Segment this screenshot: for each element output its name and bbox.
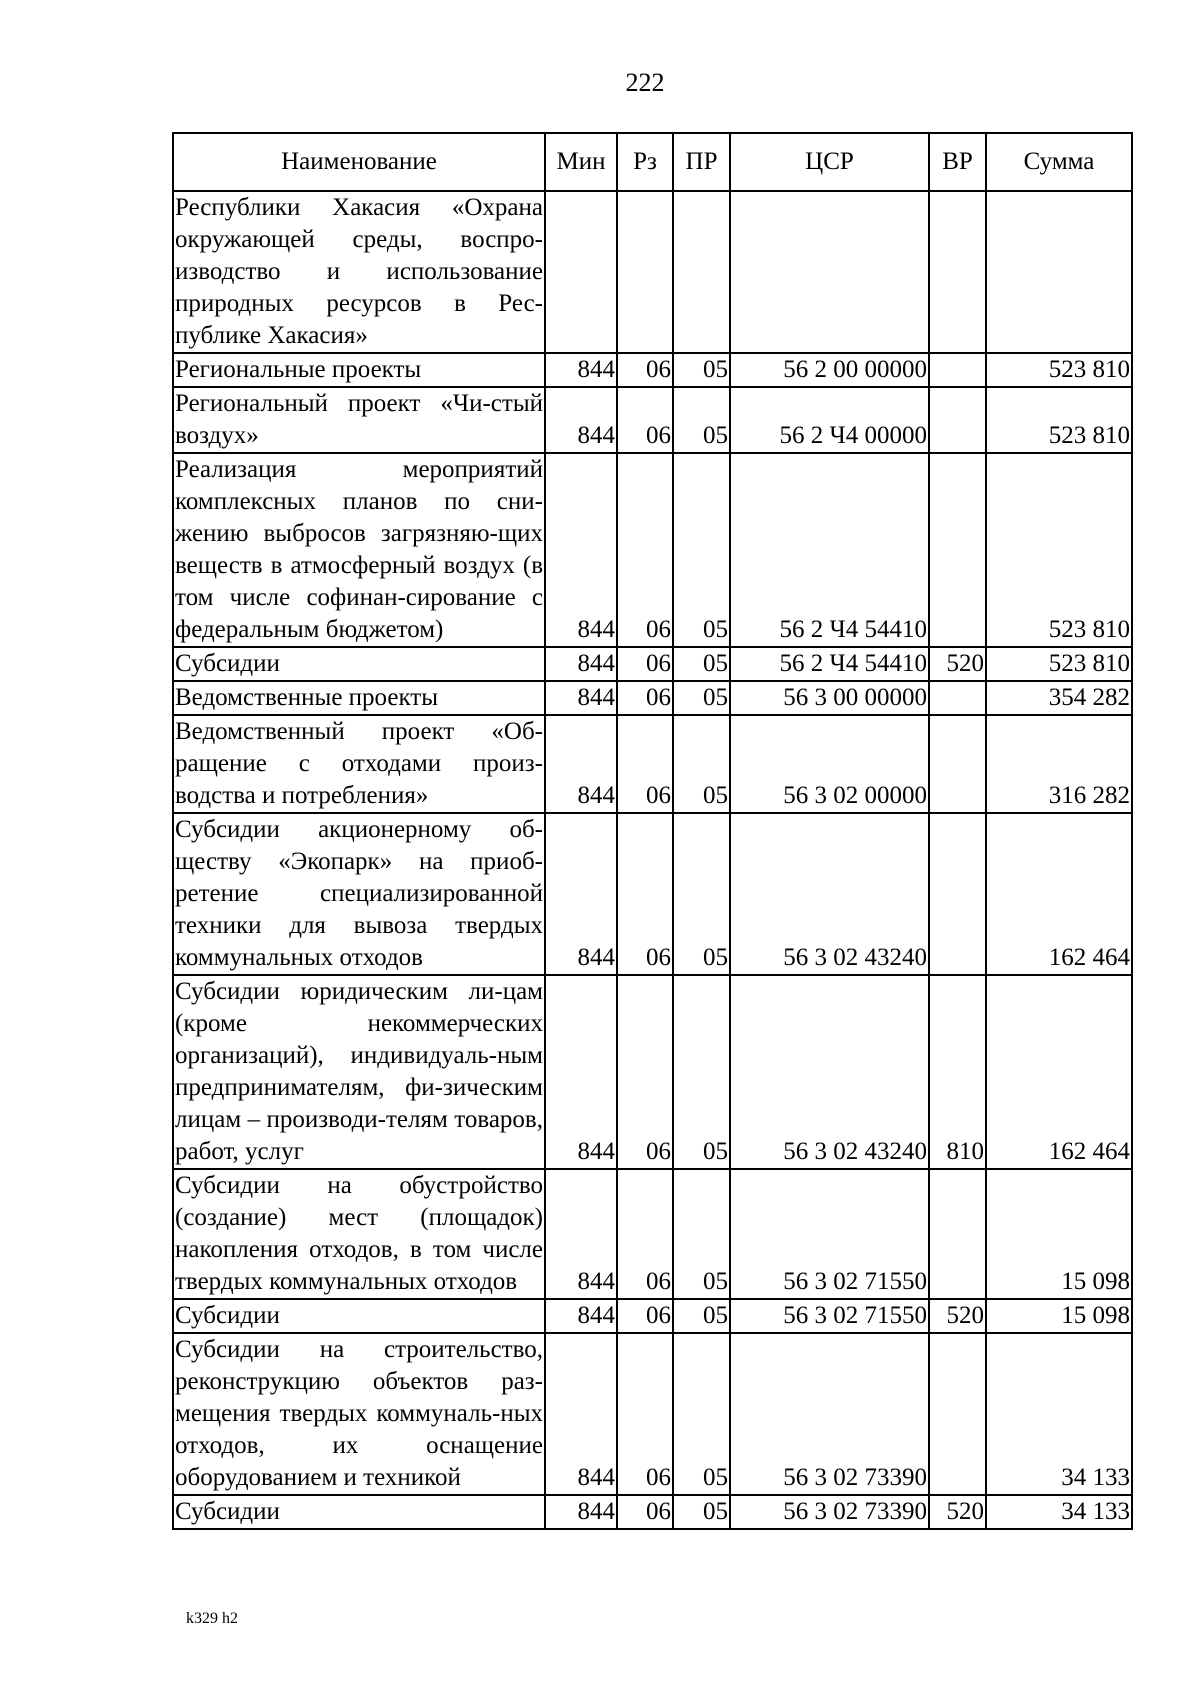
row-rz-cell: 06 <box>617 813 673 975</box>
page-number: 222 <box>625 68 665 97</box>
column-header-name: Наименование <box>173 133 545 191</box>
column-header-min: Мин <box>545 133 617 191</box>
row-pr-cell: 05 <box>673 715 730 813</box>
row-name-cell: Республики Хакасия «Охрана окружающей среды, воспро-изводство и использование природных ресурсов в Рес-публике Хакасия» <box>173 191 545 353</box>
row-name-cell: Субсидии <box>173 1495 545 1529</box>
row-sum-cell: 523 810 <box>986 453 1132 647</box>
row-min-cell: 844 <box>545 715 617 813</box>
row-name-cell: Субсидии на строительство, реконструкцию объектов раз-мещения твердых коммуналь-ных отходов, их оснащение оборудованием и техникой <box>173 1333 545 1495</box>
row-pr-cell <box>673 191 730 353</box>
table-row <box>173 387 1132 453</box>
row-min-cell <box>545 191 617 353</box>
row-csr-cell: 56 2 Ч4 54410 <box>730 647 929 681</box>
row-name-cell: Субсидии акционерному об-ществу «Экопарк» на приоб-ретение специализированной техники для вывоза твердых коммунальных отходов <box>173 813 545 975</box>
table-row <box>173 715 1132 813</box>
row-name-cell: Субсидии <box>173 1299 545 1333</box>
row-sum-cell: 523 810 <box>986 387 1132 453</box>
row-vr-cell <box>929 1169 986 1299</box>
row-vr-cell <box>929 1333 986 1495</box>
row-min-cell: 844 <box>545 1495 617 1529</box>
row-csr-cell: 56 3 02 00000 <box>730 715 929 813</box>
row-min-cell: 844 <box>545 647 617 681</box>
row-rz-cell: 06 <box>617 1299 673 1333</box>
row-name-cell: Ведомственный проект «Об-ращение с отходами произ-водства и потребления» <box>173 715 545 813</box>
row-csr-cell: 56 3 00 00000 <box>730 681 929 715</box>
row-rz-cell: 06 <box>617 1333 673 1495</box>
row-sum-cell: 354 282 <box>986 681 1132 715</box>
table-row <box>173 1495 1132 1529</box>
row-vr-cell: 520 <box>929 1299 986 1333</box>
row-vr-cell <box>929 681 986 715</box>
row-rz-cell: 06 <box>617 975 673 1169</box>
row-min-cell: 844 <box>545 1333 617 1495</box>
row-pr-cell: 05 <box>673 1333 730 1495</box>
table-body <box>173 191 1132 1529</box>
row-min-cell: 844 <box>545 1169 617 1299</box>
row-vr-cell <box>929 813 986 975</box>
row-name-cell: Субсидии юридическим ли-цам (кроме некоммерческих организаций), индивидуаль-ным предпринимателям, фи-зическим лицам – производи-телям товаров, работ, услуг <box>173 975 545 1169</box>
table-row <box>173 813 1132 975</box>
row-pr-cell: 05 <box>673 647 730 681</box>
row-csr-cell: 56 2 00 00000 <box>730 353 929 387</box>
row-vr-cell <box>929 353 986 387</box>
row-pr-cell: 05 <box>673 813 730 975</box>
table-row <box>173 353 1132 387</box>
row-vr-cell <box>929 387 986 453</box>
row-vr-cell <box>929 191 986 353</box>
row-min-cell: 844 <box>545 353 617 387</box>
row-pr-cell: 05 <box>673 453 730 647</box>
row-min-cell: 844 <box>545 975 617 1169</box>
row-vr-cell: 520 <box>929 1495 986 1529</box>
budget-table <box>172 132 1133 1530</box>
row-sum-cell: 15 098 <box>986 1169 1132 1299</box>
row-csr-cell: 56 2 Ч4 00000 <box>730 387 929 453</box>
table-row <box>173 453 1132 647</box>
row-vr-cell <box>929 715 986 813</box>
row-pr-cell: 05 <box>673 387 730 453</box>
row-rz-cell: 06 <box>617 387 673 453</box>
row-csr-cell: 56 3 02 73390 <box>730 1495 929 1529</box>
row-name-cell: Ведомственные проекты <box>173 681 545 715</box>
row-sum-cell: 316 282 <box>986 715 1132 813</box>
row-rz-cell: 06 <box>617 353 673 387</box>
row-name-cell: Региональный проект «Чи-стый воздух» <box>173 387 545 453</box>
row-pr-cell: 05 <box>673 353 730 387</box>
row-csr-cell: 56 3 02 43240 <box>730 975 929 1169</box>
row-min-cell: 844 <box>545 681 617 715</box>
row-name-cell: Субсидии <box>173 647 545 681</box>
row-min-cell: 844 <box>545 387 617 453</box>
row-csr-cell <box>730 191 929 353</box>
table-row <box>173 1333 1132 1495</box>
row-rz-cell: 06 <box>617 681 673 715</box>
row-rz-cell: 06 <box>617 1495 673 1529</box>
row-rz-cell: 06 <box>617 715 673 813</box>
row-sum-cell: 523 810 <box>986 647 1132 681</box>
row-sum-cell <box>986 191 1132 353</box>
row-vr-cell: 810 <box>929 975 986 1169</box>
row-csr-cell: 56 3 02 71550 <box>730 1169 929 1299</box>
row-csr-cell: 56 3 02 43240 <box>730 813 929 975</box>
table-row <box>173 647 1132 681</box>
column-header-pr: ПР <box>673 133 730 191</box>
row-sum-cell: 523 810 <box>986 353 1132 387</box>
table-row <box>173 975 1132 1169</box>
row-pr-cell: 05 <box>673 1495 730 1529</box>
row-sum-cell: 34 133 <box>986 1495 1132 1529</box>
row-csr-cell: 56 3 02 73390 <box>730 1333 929 1495</box>
column-header-sum: Сумма <box>986 133 1132 191</box>
row-pr-cell: 05 <box>673 1169 730 1299</box>
row-name-cell: Региональные проекты <box>173 353 545 387</box>
column-header-rz: Рз <box>617 133 673 191</box>
row-sum-cell: 162 464 <box>986 813 1132 975</box>
row-pr-cell: 05 <box>673 975 730 1169</box>
table-row <box>173 681 1132 715</box>
table-header-row <box>173 133 1132 191</box>
row-min-cell: 844 <box>545 813 617 975</box>
row-vr-cell: 520 <box>929 647 986 681</box>
row-name-cell: Субсидии на обустройство (создание) мест (площадок) накопления отходов, в том числе твердых коммунальных отходов <box>173 1169 545 1299</box>
row-sum-cell: 15 098 <box>986 1299 1132 1333</box>
row-rz-cell <box>617 191 673 353</box>
row-name-cell: Реализация мероприятий комплексных планов по сни-жению выбросов загрязняю-щих веществ в атмосферный воздух (в том числе софинан-сирование с федеральным бюджетом) <box>173 453 545 647</box>
table-row <box>173 1299 1132 1333</box>
table-row <box>173 1169 1132 1299</box>
document-code: k329 h2 <box>186 1610 238 1627</box>
row-rz-cell: 06 <box>617 647 673 681</box>
row-rz-cell: 06 <box>617 453 673 647</box>
column-header-csr: ЦСР <box>730 133 929 191</box>
row-sum-cell: 34 133 <box>986 1333 1132 1495</box>
row-sum-cell: 162 464 <box>986 975 1132 1169</box>
row-vr-cell <box>929 453 986 647</box>
column-header-vr: ВР <box>929 133 986 191</box>
row-csr-cell: 56 3 02 71550 <box>730 1299 929 1333</box>
row-min-cell: 844 <box>545 1299 617 1333</box>
row-pr-cell: 05 <box>673 681 730 715</box>
row-pr-cell: 05 <box>673 1299 730 1333</box>
row-min-cell: 844 <box>545 453 617 647</box>
table-row <box>173 191 1132 353</box>
row-rz-cell: 06 <box>617 1169 673 1299</box>
row-csr-cell: 56 2 Ч4 54410 <box>730 453 929 647</box>
